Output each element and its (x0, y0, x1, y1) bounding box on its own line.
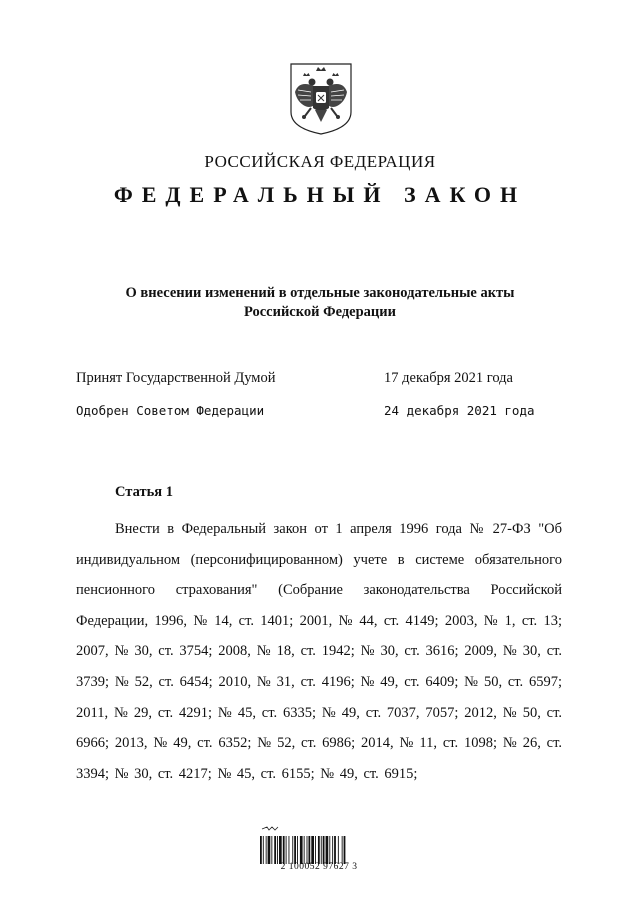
law-title-line-2: Российской Федерации (243, 304, 396, 320)
council-approval-label: Одобрен Советом Федерации (76, 403, 265, 418)
law-title (80, 284, 560, 322)
duma-adoption-date: 17 декабря 2021 года (384, 370, 513, 386)
council-approval-date: 24 декабря 2021 года (384, 403, 535, 418)
coat-of-arms-icon (289, 62, 353, 136)
document-type: ФЕДЕРАЛЬНЫЙ ЗАКОН (113, 182, 527, 207)
law-title-line-1: О внесении изменений в отдельные законодательные акты (125, 285, 515, 301)
article-heading: Статья 1 (115, 484, 173, 500)
article-body: Внести в Федеральный закон от 1 апреля 1996 года № 27-ФЗ "Об индивидуальном (персонифицированном) учете в системе обязательного пенсионного страхования" (Собрание законодательства Российской Федерации, 1996, № 14, ст. 1401; 2001, № 44, ст. 4149; 2003, № 1, ст. 13; 2007, № 30, ст. 3754; 2008, № 18, ст. 1942; № 30, ст. 3616; 2009, № 30, ст. 3739; № 52, ст. 6454; 2010, № 31, ст. 4196; № 49, ст. 6409; № 50, ст. 6597; 2011, № 29, ст. 4291; № 45, ст. 6335; № 49, ст. 7037, 7057; 2012, № 50, ст. 6966; 2013, № 49, ст. 6352; № 52, ст. 6986; 2014, № 11, ст. 1098; № 26, ст. 3394; № 30, ст. 4217; № 45, ст. 6155; № 49, ст. 6915; (76, 521, 562, 782)
barcode-number: 2 100052 97627 3 (280, 862, 358, 872)
duma-adoption-label: Принят Государственной Думой (76, 370, 276, 386)
country-name: РОССИЙСКАЯ ФЕДЕРАЦИЯ (204, 152, 436, 171)
